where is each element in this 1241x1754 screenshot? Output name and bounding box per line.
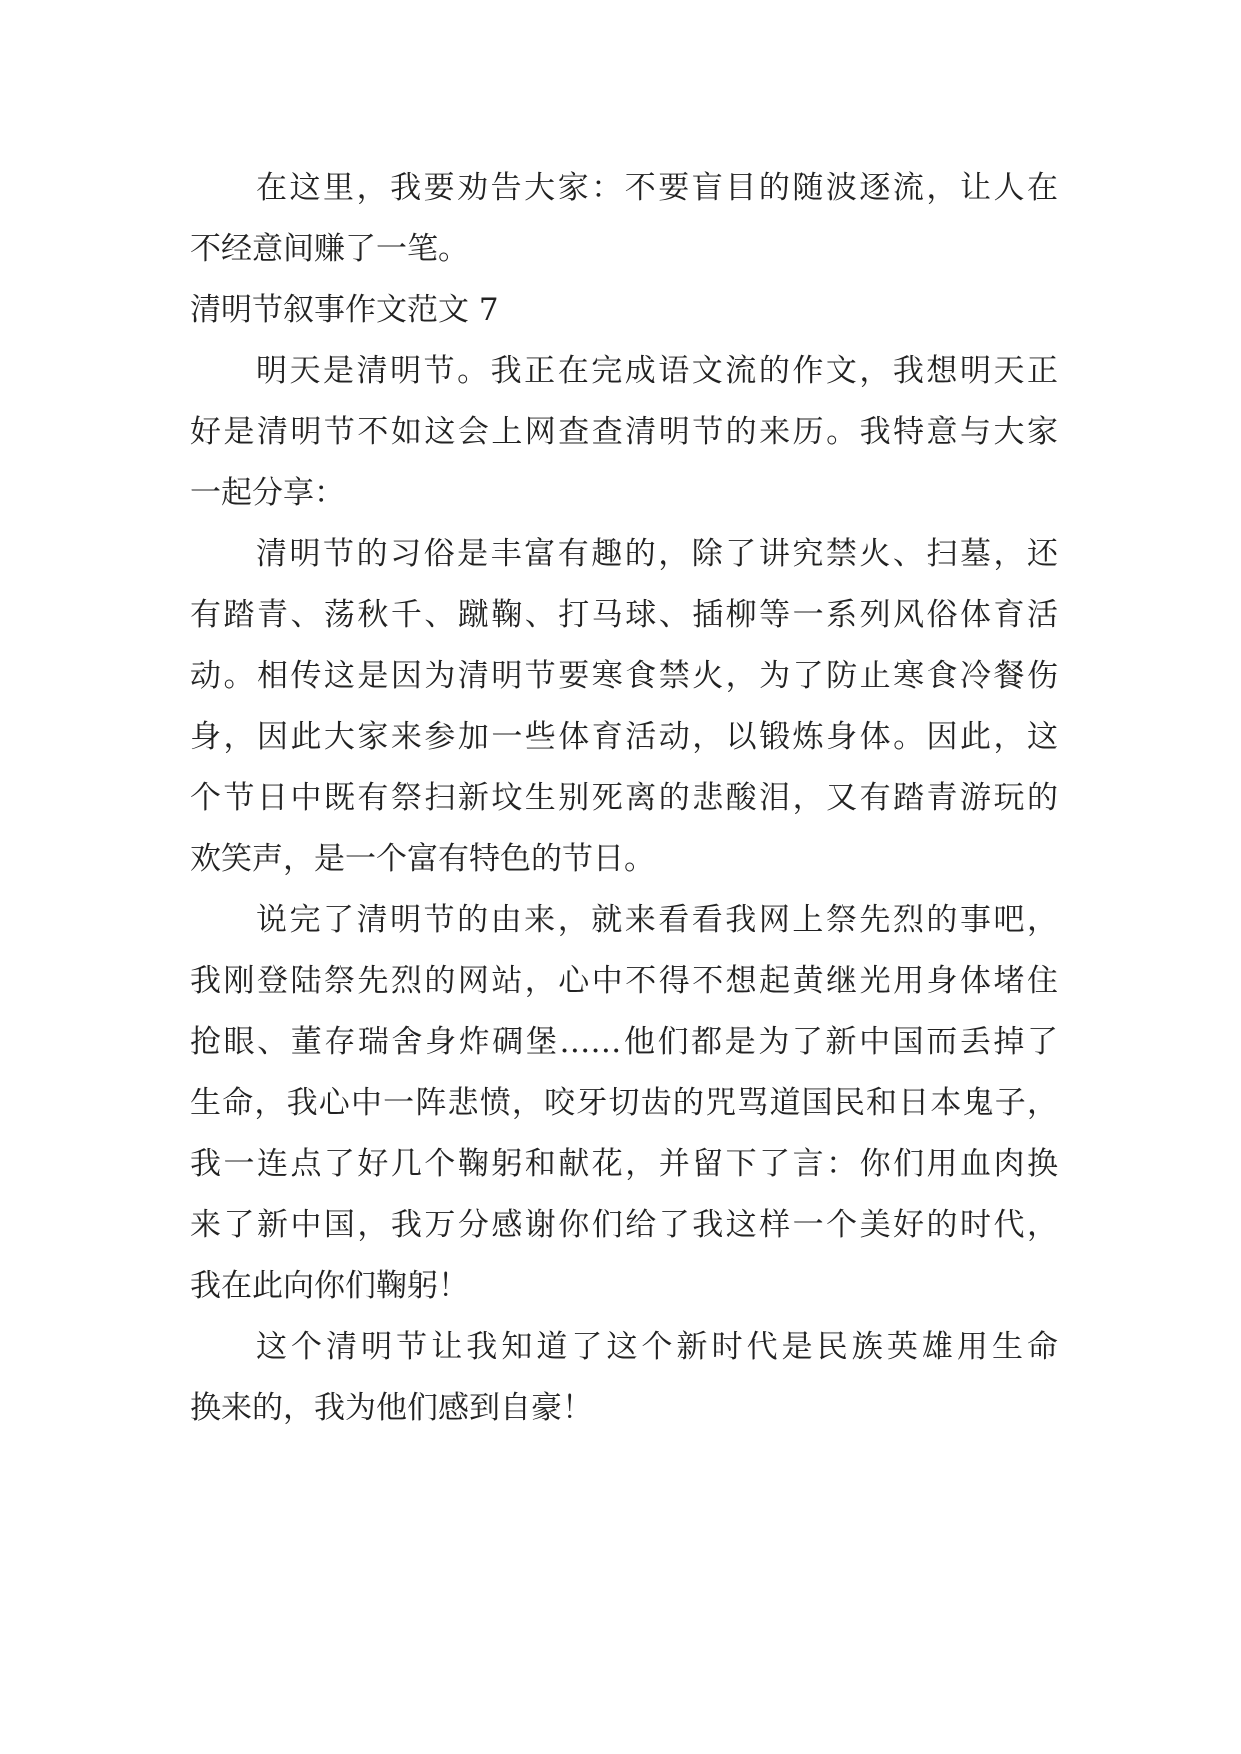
- paragraph-line: 生命，我心中一阵悲愤，咬牙切齿的咒骂道国民和日本鬼子，: [190, 1085, 1058, 1121]
- paragraph-line: 不经意间赚了一笔。: [190, 231, 469, 267]
- paragraph-line: 换来的，我为他们感到自豪！: [190, 1390, 593, 1426]
- paragraph-line: 这个清明节让我知道了这个新时代是民族英雄用生命: [256, 1329, 1058, 1365]
- paragraph-line: 我刚登陆祭先烈的网站，心中不得不想起黄继光用身体堵住: [190, 963, 1058, 999]
- paragraph-5: [190, 1317, 1058, 1439]
- paragraph-line: 抢眼、董存瑞舍身炸碉堡……他们都是为了新中国而丢掉了: [190, 1024, 1058, 1060]
- paragraph-3: [190, 524, 1058, 890]
- paragraph-line: 说完了清明节的由来，就来看看我网上祭先烈的事吧，: [256, 902, 1058, 938]
- paragraph-line: 一起分享：: [190, 475, 345, 511]
- paragraph-line: 来了新中国，我万分感谢你们给了我这样一个美好的时代，: [190, 1207, 1058, 1243]
- paragraph-line: 个节日中既有祭扫新坟生别死离的悲酸泪，又有踏青游玩的: [190, 780, 1058, 816]
- paragraph-line: 有踏青、荡秋千、蹴鞠、打马球、插柳等一系列风俗体育活: [190, 597, 1058, 633]
- paragraph-line: 我在此向你们鞠躬！: [190, 1268, 469, 1304]
- document-body: [190, 158, 1058, 1439]
- paragraph-2: [190, 341, 1058, 524]
- paragraph-line: 欢笑声，是一个富有特色的节日。: [190, 841, 655, 877]
- paragraph-line: 清明节的习俗是丰富有趣的，除了讲究禁火、扫墓，还: [256, 536, 1058, 572]
- paragraph-1: [190, 158, 1058, 280]
- paragraph-line: 好是清明节不如这会上网查查清明节的来历。我特意与大家: [190, 414, 1058, 450]
- section-heading: 清明节叙事作文范文 7: [190, 292, 499, 328]
- paragraph-line: 身，因此大家来参加一些体育活动，以锻炼身体。因此，这: [190, 719, 1058, 755]
- paragraph-line: 在这里，我要劝告大家：不要盲目的随波逐流，让人在: [256, 170, 1058, 206]
- paragraph-4: [190, 890, 1058, 1317]
- paragraph-line: 动。相传这是因为清明节要寒食禁火，为了防止寒食冷餐伤: [190, 658, 1058, 694]
- paragraph-line: 明天是清明节。我正在完成语文流的作文，我想明天正: [256, 353, 1058, 389]
- paragraph-line: 我一连点了好几个鞠躬和献花，并留下了言：你们用血肉换: [190, 1146, 1058, 1182]
